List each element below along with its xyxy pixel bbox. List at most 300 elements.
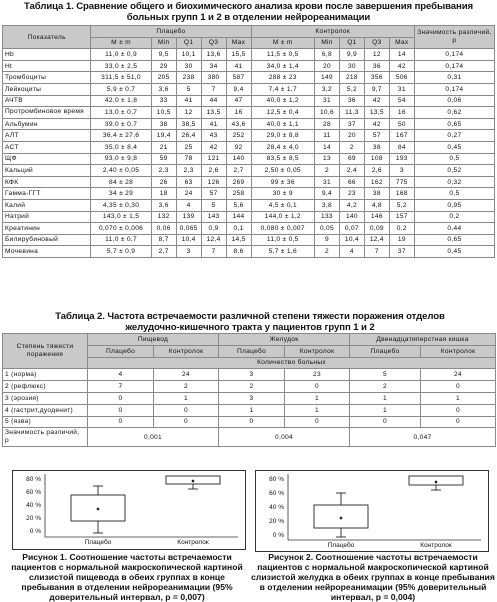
table1-control-cell: 28,4 ± 4,0 <box>251 141 314 153</box>
table1-control-cell: 6,8 <box>314 49 339 61</box>
table1-subheader: Min <box>151 37 176 49</box>
table1-placebo-cell: 19,4 <box>151 130 176 142</box>
table1-significance-cell: 0,31 <box>414 72 494 84</box>
table1-control-cell: 20 <box>339 130 364 142</box>
table2-header-control: Контролок <box>154 345 219 357</box>
table1-subheader: Q1 <box>339 37 364 49</box>
table2-significance-label: Значимость различий, р <box>3 428 88 447</box>
table1-row <box>3 72 495 84</box>
table1-subheader: Min <box>314 37 339 49</box>
table1-placebo-cell: 126 <box>201 176 226 188</box>
table1-significance-cell: 0,06 <box>414 95 494 107</box>
figure1-tick: 60 % <box>26 489 41 496</box>
table1-control-cell: 10,6 <box>314 107 339 119</box>
table2-degree-name: 3 (эрозия) <box>3 392 88 404</box>
table1-control-cell: 356 <box>364 72 389 84</box>
table1-control-cell: 36 <box>339 95 364 107</box>
table1-placebo-cell: 143 <box>201 211 226 223</box>
table1-control-cell: 4,2 <box>339 199 364 211</box>
table1-control-cell: 34,0 ± 1,4 <box>251 60 314 72</box>
figure2-tick: 40 % <box>269 504 284 511</box>
table1-placebo-cell: 26,4 <box>176 130 201 142</box>
table2-row <box>3 404 496 416</box>
table1-row <box>3 188 495 200</box>
table1-placebo-cell: 2,3 <box>151 165 176 177</box>
table1-row <box>3 199 495 211</box>
table2-degree-name: 4 (гастрит,дуоденит) <box>3 404 88 416</box>
table1-significance-cell: 0,2 <box>414 211 494 223</box>
table1-placebo-cell: 43,6 <box>226 118 251 130</box>
table2-row <box>3 392 496 404</box>
table1-placebo-cell: 33,0 ± 2,5 <box>91 60 151 72</box>
table1-control-cell: 2 <box>314 246 339 258</box>
table1-subheader: M ± m <box>91 37 151 49</box>
table1-placebo-cell: 143,0 ± 1,5 <box>91 211 151 223</box>
table1-control-cell: 3 <box>389 165 414 177</box>
table1-control-cell: 0,05 <box>314 223 339 235</box>
table1-placebo-cell: 13,0 ± 0,7 <box>91 107 151 119</box>
table1-significance-cell: 0,5 <box>414 188 494 200</box>
table1-row <box>3 211 495 223</box>
table1-placebo-cell: 41 <box>176 95 201 107</box>
table1-control-cell: 2 <box>339 141 364 153</box>
table1-control-cell: 50 <box>389 118 414 130</box>
table1-placebo-cell: 35,0 ± 8,4 <box>91 141 151 153</box>
table1-indicator-name: Hb <box>3 49 91 61</box>
table1-control-cell: 19 <box>389 234 414 246</box>
table1-control-cell: 2 <box>314 165 339 177</box>
figure1-category: Плацебо <box>84 539 112 546</box>
table1-placebo-cell: 7 <box>201 246 226 258</box>
table1-placebo-cell: 2,7 <box>151 246 176 258</box>
table1-placebo-cell: 21 <box>151 141 176 153</box>
table1-indicator-name: Протромбиновое время <box>3 107 91 119</box>
table1-placebo-cell: 36,4 ± 27,6 <box>91 130 151 142</box>
table1-placebo-cell: 24 <box>176 188 201 200</box>
table1-subheader: Q3 <box>364 37 389 49</box>
table1-control-cell: 218 <box>339 72 364 84</box>
table1-control-cell: 3,2 <box>314 83 339 95</box>
table1-indicator-name: Гамма-ГГТ <box>3 188 91 200</box>
table1-placebo-cell: 57 <box>201 188 226 200</box>
table1-row <box>3 234 495 246</box>
table1-placebo-cell: 26 <box>151 176 176 188</box>
table1-control-cell: 42 <box>364 118 389 130</box>
table1-control-cell: 30 ± 9 <box>251 188 314 200</box>
table2-count-cell: 0 <box>88 416 154 428</box>
table2-count-cell: 0 <box>154 404 219 416</box>
table2-count-cell: 0 <box>350 416 421 428</box>
table1-placebo-cell: 12,4 <box>201 234 226 246</box>
table2-degree-name: 1 (норма) <box>3 369 88 381</box>
table2-row <box>3 416 496 428</box>
table1-control-cell: 5,7 ± 1,6 <box>251 246 314 258</box>
table1-placebo-cell: 78 <box>176 153 201 165</box>
table1-indicator-name: Натрий <box>3 211 91 223</box>
table1-row <box>3 246 495 258</box>
table1-placebo-cell: 13,6 <box>201 49 226 61</box>
table1-placebo-cell: 311,5 ± 51,0 <box>91 72 151 84</box>
table1-placebo-cell: 59 <box>151 153 176 165</box>
table1-indicator-name: Калий <box>3 199 91 211</box>
table1-placebo-cell: 0,9 <box>201 223 226 235</box>
figure2-plot <box>255 470 489 552</box>
table2-count-cell: 0 <box>88 404 154 416</box>
table1-placebo-cell: 140 <box>226 153 251 165</box>
table1-subheader: M ± m <box>251 37 314 49</box>
table1-placebo-cell: 5 <box>176 83 201 95</box>
table1-placebo-cell: 44 <box>201 95 226 107</box>
table1-placebo-cell: 9,5 <box>151 49 176 61</box>
table1-placebo-cell: 587 <box>226 72 251 84</box>
table1-placebo-cell: 34 ± 29 <box>91 188 151 200</box>
table1-placebo-cell: 11,0 ± 0,7 <box>91 234 151 246</box>
table1-placebo-cell: 3,6 <box>151 83 176 95</box>
table1-control-cell: 30 <box>339 60 364 72</box>
table2-header-count: Количество больных <box>88 357 496 369</box>
table1-placebo-cell: 8,7 <box>151 234 176 246</box>
table1-placebo-cell: 25 <box>176 141 201 153</box>
table1-placebo-cell: 5,9 ± 0,7 <box>91 83 151 95</box>
figure1-boxplot-svg <box>13 471 245 549</box>
table2-count-cell: 1 <box>421 392 496 404</box>
table2-count-cell: 2 <box>154 381 219 393</box>
table1-row <box>3 165 495 177</box>
table1-row <box>3 60 495 72</box>
table1-row <box>3 83 495 95</box>
table1-placebo-cell: 16 <box>226 107 251 119</box>
table2-count-cell: 0 <box>421 404 496 416</box>
table1-control-cell: 11,5 ± 0,5 <box>251 49 314 61</box>
table2-count-cell: 1 <box>154 392 219 404</box>
table1-control-cell: 54 <box>389 95 414 107</box>
table2-header-degree: Степень тяжести поражения <box>3 334 88 369</box>
table1-placebo-cell: 3,6 <box>151 199 176 211</box>
table2-count-cell: 3 <box>219 369 285 381</box>
table1-header-significance: Значимость различий, p <box>414 26 494 49</box>
table2-header-placebo: Плацебо <box>219 345 285 357</box>
table2-count-cell: 3 <box>219 392 285 404</box>
figure1-box-placebo <box>71 486 125 533</box>
figure1-tick: 80 % <box>26 476 41 483</box>
table1-placebo-cell: 43 <box>201 130 226 142</box>
table2-count-cell: 1 <box>285 404 350 416</box>
table2-count-cell: 1 <box>219 404 285 416</box>
table1-placebo-cell: 30 <box>176 60 201 72</box>
table1-significance-cell: 0,65 <box>414 234 494 246</box>
table1-placebo-cell: 38 <box>151 118 176 130</box>
figure2-tick: 60 % <box>269 490 284 497</box>
table2-count-cell: 24 <box>421 369 496 381</box>
table1-control-cell: 36 <box>364 60 389 72</box>
table1-placebo-cell: 132 <box>151 211 176 223</box>
table1-placebo-cell: 2,40 ± 0,05 <box>91 165 151 177</box>
table1-control-cell: 0,07 <box>339 223 364 235</box>
table2-header-control: Контролок <box>285 345 350 357</box>
table1-placebo-cell: 258 <box>226 188 251 200</box>
table2-significance-cell: 0,004 <box>219 428 350 447</box>
table1-control-cell: 12,4 <box>364 234 389 246</box>
table1-indicator-name: Мочевина <box>3 246 91 258</box>
table1-placebo-cell: 14,5 <box>226 234 251 246</box>
table1-placebo-cell: 41 <box>201 118 226 130</box>
table2-count-cell: 2 <box>219 381 285 393</box>
table1-control-cell: 69 <box>339 153 364 165</box>
table1-control-cell: 38 <box>364 141 389 153</box>
table1-row <box>3 153 495 165</box>
table2-count-cell: 4 <box>88 369 154 381</box>
table1-control-cell: 193 <box>389 153 414 165</box>
table1-placebo-cell: 38,5 <box>176 118 201 130</box>
table1-row <box>3 49 495 61</box>
table1-control-cell: 2,50 ± 0,05 <box>251 165 314 177</box>
table1-placebo-cell: 10,5 <box>151 107 176 119</box>
table1-control-cell: 2,6 <box>364 165 389 177</box>
table1-placebo-cell: 15,5 <box>226 49 251 61</box>
table1-control-cell: 11,3 <box>339 107 364 119</box>
table1-placebo-cell: 10,1 <box>176 49 201 61</box>
table1-significance-cell: 0,52 <box>414 165 494 177</box>
table1-placebo-cell: 42,0 ± 1,8 <box>91 95 151 107</box>
table1-placebo-cell: 121 <box>201 153 226 165</box>
figure2-tick: 80 % <box>269 476 284 483</box>
table1-control-cell: 2,4 <box>339 165 364 177</box>
table1-control-cell: 4 <box>339 246 364 258</box>
table1-placebo-cell: 11,0 ± 0,9 <box>91 49 151 61</box>
table1-significance-cell: 0,62 <box>414 107 494 119</box>
table1-subheader: Max <box>389 37 414 49</box>
table1 <box>2 25 495 258</box>
figure2-boxplot-svg <box>256 471 488 551</box>
table2-row <box>3 381 496 393</box>
table1-control-cell: 11 <box>314 130 339 142</box>
table1-placebo-cell: 29 <box>151 60 176 72</box>
table1-header-control: Контролок <box>251 26 414 38</box>
table2-count-cell: 1 <box>350 392 421 404</box>
table1-control-cell: 99 ± 36 <box>251 176 314 188</box>
table1-placebo-cell: 144 <box>226 211 251 223</box>
table1-control-cell: 12 <box>364 49 389 61</box>
table1-control-cell: 146 <box>364 211 389 223</box>
table1-control-cell: 7,4 ± 1,7 <box>251 83 314 95</box>
table1-significance-cell: 0,174 <box>414 49 494 61</box>
table1-placebo-cell: 13,5 <box>201 107 226 119</box>
table1-control-cell: 5,2 <box>389 199 414 211</box>
table1-placebo-cell: 41 <box>226 60 251 72</box>
table2-count-cell: 24 <box>154 369 219 381</box>
table1-control-cell: 42 <box>364 95 389 107</box>
table1-indicator-name: АЧТВ <box>3 95 91 107</box>
table1-control-cell: 9,7 <box>364 83 389 95</box>
table1-placebo-cell: 7 <box>201 83 226 95</box>
table1-header-placebo: Плацебо <box>91 26 251 38</box>
table1-placebo-cell: 5,6 <box>226 199 251 211</box>
table1-placebo-cell: 5 <box>201 199 226 211</box>
table1-significance-cell: 0,174 <box>414 83 494 95</box>
table1-placebo-cell: 3 <box>176 246 201 258</box>
figure2-caption: Рисунок 2. Соотношение частоты встречаемости пациентов с нормальной макроскопической картиной слизистой желудка в обеих группах в конце пребывания в отделении нейрореанимации (95% доверительный интервал, р = 0,004) <box>251 552 495 602</box>
table1-significance-cell: 0,5 <box>414 153 494 165</box>
table2-count-cell: 23 <box>285 369 350 381</box>
table1-control-cell: 9 <box>314 234 339 246</box>
table1-placebo-cell: 5,7 ± 0,9 <box>91 246 151 258</box>
table1-subheader: Q1 <box>176 37 201 49</box>
table1-control-cell: 37 <box>389 246 414 258</box>
table1-placebo-cell: 8,6 <box>226 246 251 258</box>
table1-placebo-cell: 4 <box>176 199 201 211</box>
figure2-box-placebo <box>314 493 368 537</box>
table1-control-cell: 12,5 ± 0,4 <box>251 107 314 119</box>
figure2-category: Плацебо <box>327 542 355 549</box>
table1-indicator-name: Кальций <box>3 165 91 177</box>
table1-control-cell: 288 ± 23 <box>251 72 314 84</box>
table1-control-cell: 3,8 <box>314 199 339 211</box>
table1-control-cell: 31 <box>314 95 339 107</box>
table1-indicator-name: ЩФ <box>3 153 91 165</box>
table1-placebo-cell: 380 <box>201 72 226 84</box>
table1-control-cell: 167 <box>389 130 414 142</box>
table1-placebo-cell: 63 <box>176 176 201 188</box>
table1-placebo-cell: 18 <box>151 188 176 200</box>
table1-significance-cell: 0,44 <box>414 223 494 235</box>
table1-row <box>3 118 495 130</box>
table1-placebo-cell: 42 <box>201 141 226 153</box>
table1-placebo-cell: 84 ± 28 <box>91 176 151 188</box>
table1-control-cell: 66 <box>339 176 364 188</box>
table1-placebo-cell: 93,0 ± 9,8 <box>91 153 151 165</box>
table1-control-cell: 0,080 ± 0,007 <box>251 223 314 235</box>
table1-control-cell: 133 <box>314 211 339 223</box>
table1-control-cell: 10,4 <box>339 234 364 246</box>
table1-control-cell: 108 <box>364 153 389 165</box>
table1-control-cell: 23 <box>339 188 364 200</box>
table1-control-cell: 157 <box>389 211 414 223</box>
table1-significance-cell: 0,65 <box>414 118 494 130</box>
table2-count-cell: 1 <box>350 404 421 416</box>
table1-control-cell: 29,0 ± 8,8 <box>251 130 314 142</box>
figure2-tick: 0 % <box>272 532 284 539</box>
table1-placebo-cell: 2,7 <box>226 165 251 177</box>
table1-significance-cell: 0,32 <box>414 176 494 188</box>
table1-control-cell: 84 <box>389 141 414 153</box>
table1-row <box>3 107 495 119</box>
table1-control-cell: 140 <box>339 211 364 223</box>
figure1-box-control <box>166 476 220 489</box>
table2-count-cell: 0 <box>219 416 285 428</box>
table1-placebo-cell: 205 <box>151 72 176 84</box>
table1-row <box>3 223 495 235</box>
table1-placebo-cell: 0,065 <box>176 223 201 235</box>
table1-control-cell: 13,5 <box>364 107 389 119</box>
table2-count-cell: 0 <box>88 392 154 404</box>
figure1-tick: 20 % <box>26 515 41 522</box>
table1-control-cell: 149 <box>314 72 339 84</box>
table1-significance-cell: 0,45 <box>414 141 494 153</box>
table1-indicator-name: Креатинин <box>3 223 91 235</box>
table1-control-cell: 0,2 <box>389 223 414 235</box>
table1-control-cell: 83,5 ± 8,5 <box>251 153 314 165</box>
table1-control-cell: 28 <box>314 118 339 130</box>
figure1-tick: 40 % <box>26 502 41 509</box>
table1-row <box>3 176 495 188</box>
figure1-category: Контролок <box>177 539 209 546</box>
table1-indicator-name: КФК <box>3 176 91 188</box>
table1-indicator-name: Тромбоциты <box>3 72 91 84</box>
figure1-caption: Рисунок 1. Соотношение частоты встречаемости пациентов с нормальной макроскопической картиной слизистой пищевода в обеих группах в конце пребывания в отделении нейрореанимации (95% доверительный интервал, р = 0,007) <box>11 552 243 602</box>
table2-count-cell: 1 <box>285 392 350 404</box>
table2-significance-cell: 0,047 <box>350 428 496 447</box>
table2-significance-row <box>3 428 496 447</box>
table2-count-cell: 7 <box>88 381 154 393</box>
figure1-plot <box>12 470 246 550</box>
table2-row <box>3 369 496 381</box>
table2-title: Таблица 2. Частота встречаемости различной степени тяжести поражения отделов желудочно-кишечного тракта у пациентов групп 1 и 2 <box>55 311 445 333</box>
table1-control-cell: 42 <box>389 60 414 72</box>
table1-placebo-cell: 39,0 ± 0,7 <box>91 118 151 130</box>
figure2-box-control <box>409 476 463 490</box>
table1-control-cell: 57 <box>364 130 389 142</box>
table2-significance-cell: 0,001 <box>88 428 219 447</box>
table1-significance-cell: 0,174 <box>414 60 494 72</box>
table1-placebo-cell: 252 <box>226 130 251 142</box>
table1-control-cell: 4,8 <box>364 199 389 211</box>
table1-control-cell: 31 <box>314 176 339 188</box>
table2 <box>2 333 496 447</box>
table2-degree-name: 5 (язва) <box>3 416 88 428</box>
table1-placebo-cell: 9,4 <box>226 83 251 95</box>
table1-placebo-cell: 34 <box>201 60 226 72</box>
table2-count-cell: 0 <box>421 416 496 428</box>
table2-count-cell: 5 <box>350 369 421 381</box>
table1-indicator-name: Ht <box>3 60 91 72</box>
table2-degree-name: 2 (рефлюкс) <box>3 381 88 393</box>
table2-header-placebo: Плацебо <box>350 345 421 357</box>
table1-placebo-cell: 12 <box>176 107 201 119</box>
table1-placebo-cell: 0,1 <box>226 223 251 235</box>
table1-significance-cell: 0,27 <box>414 130 494 142</box>
table1-significance-cell: 0,95 <box>414 199 494 211</box>
table1-control-cell: 14 <box>314 141 339 153</box>
table1-row <box>3 95 495 107</box>
table1-placebo-cell: 139 <box>176 211 201 223</box>
table1-placebo-cell: 33 <box>151 95 176 107</box>
figure2-tick: 20 % <box>269 518 284 525</box>
table1-control-cell: 31 <box>389 83 414 95</box>
table1-control-cell: 40,0 ± 1,2 <box>251 95 314 107</box>
table1-placebo-cell: 2,3 <box>176 165 201 177</box>
table1-indicator-name: АСТ <box>3 141 91 153</box>
table1-control-cell: 9,4 <box>314 188 339 200</box>
table1-control-cell: 38 <box>364 188 389 200</box>
table1-control-cell: 0,09 <box>364 223 389 235</box>
table1-control-cell: 4,5 ± 0,1 <box>251 199 314 211</box>
table1-indicator-name: Лейкоциты <box>3 83 91 95</box>
table1-control-cell: 506 <box>389 72 414 84</box>
figure1-tick: 0 % <box>29 528 41 535</box>
table1-control-cell: 168 <box>389 188 414 200</box>
table1-placebo-cell: 10,4 <box>176 234 201 246</box>
table1-placebo-cell: 269 <box>226 176 251 188</box>
table2-count-cell: 0 <box>154 416 219 428</box>
table1-significance-cell: 0,45 <box>414 246 494 258</box>
table2-header-placebo: Плацебо <box>88 345 154 357</box>
table1-indicator-name: АЛТ <box>3 130 91 142</box>
table1-placebo-cell: 0,070 ± 0,006 <box>91 223 151 235</box>
table1-placebo-cell: 4,35 ± 0,30 <box>91 199 151 211</box>
table1-control-cell: 40,0 ± 1,1 <box>251 118 314 130</box>
table1-control-cell: 144,0 ± 1,2 <box>251 211 314 223</box>
table1-placebo-cell: 2,6 <box>201 165 226 177</box>
